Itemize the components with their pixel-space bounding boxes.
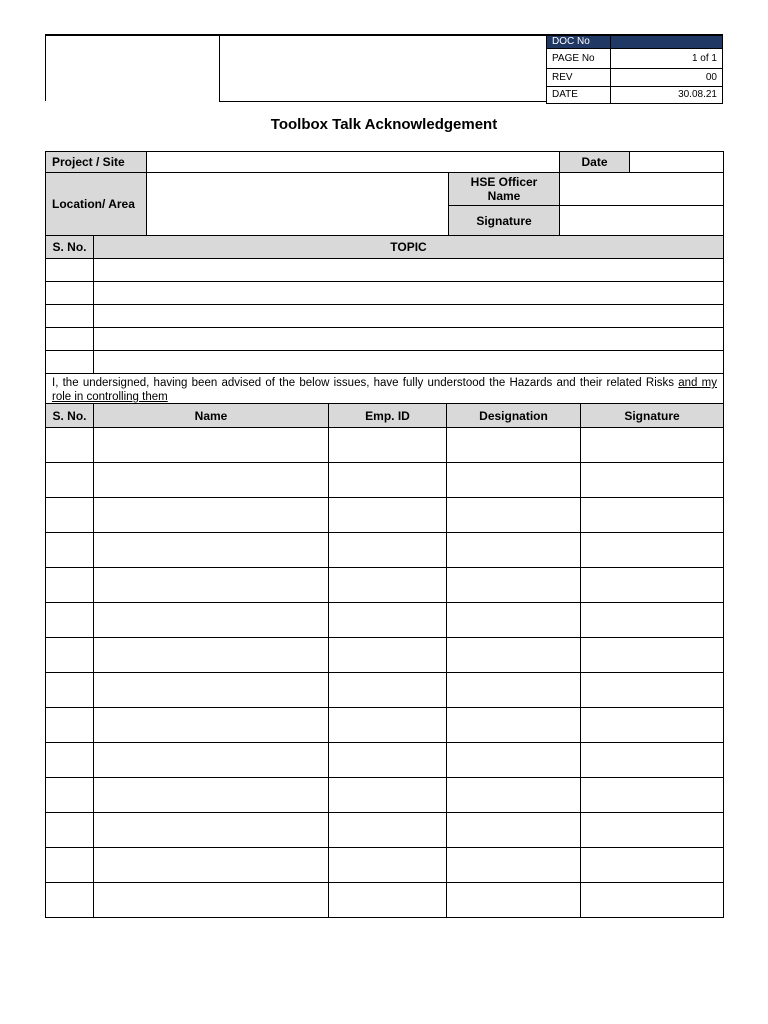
sno-cell[interactable] [46,463,94,498]
statement-underlined-text: and my role in controlling them [52,377,717,403]
doc-no-label: DOC No [547,35,611,48]
designation-header: Designation [447,404,581,428]
attendance-row [46,778,724,813]
signature-cell[interactable] [581,708,724,743]
designation-cell[interactable] [447,743,581,778]
sno-cell[interactable] [46,498,94,533]
designation-cell[interactable] [447,708,581,743]
doc-no-value [611,35,723,48]
signature-cell[interactable] [581,813,724,848]
name-cell[interactable] [94,463,329,498]
signature-cell[interactable] [581,883,724,918]
sno-cell[interactable] [46,708,94,743]
info-table [45,151,724,236]
name-cell[interactable] [94,638,329,673]
designation-cell[interactable] [447,778,581,813]
emp-id-cell[interactable] [329,743,447,778]
name-cell[interactable] [94,708,329,743]
signature-cell[interactable] [581,533,724,568]
header-middle-box [219,34,547,102]
designation-cell[interactable] [447,813,581,848]
topic-cell[interactable] [94,259,724,282]
attendance-row [46,603,724,638]
signature-cell[interactable] [581,848,724,883]
name-cell[interactable] [94,428,329,463]
sno-cell[interactable] [46,743,94,778]
attendance-row [46,743,724,778]
topic-cell[interactable] [94,351,724,374]
rev-value: 00 [611,68,723,86]
sno-cell[interactable] [46,848,94,883]
emp-id-cell[interactable] [329,813,447,848]
name-cell[interactable] [94,568,329,603]
date-row [547,86,723,103]
project-site-label: Project / Site [46,152,147,173]
emp-id-cell[interactable] [329,463,447,498]
emp-id-cell[interactable] [329,848,447,883]
date-value: 30.08.21 [611,86,723,103]
topic-sno-header: S. No. [46,236,94,259]
attendance-header-row [46,404,724,428]
sno-cell[interactable] [46,603,94,638]
emp-id-cell[interactable] [329,778,447,813]
name-cell[interactable] [94,848,329,883]
topic-row [46,328,724,351]
name-cell[interactable] [94,533,329,568]
emp-id-cell[interactable] [329,498,447,533]
sno-header: S. No. [46,404,94,428]
emp-id-cell[interactable] [329,673,447,708]
emp-id-header: Emp. ID [329,404,447,428]
designation-cell[interactable] [447,883,581,918]
signature-cell[interactable] [581,638,724,673]
emp-id-cell[interactable] [329,533,447,568]
signature-cell[interactable] [581,743,724,778]
name-cell[interactable] [94,813,329,848]
topic-cell[interactable] [94,282,724,305]
signature-cell[interactable] [581,673,724,708]
emp-id-cell[interactable] [329,603,447,638]
attendance-table [45,403,724,918]
attendance-row [46,883,724,918]
sno-cell[interactable] [46,778,94,813]
designation-cell[interactable] [447,533,581,568]
topic-sno-cell[interactable] [46,351,94,374]
designation-cell[interactable] [447,463,581,498]
page-no-value: 1 of 1 [611,48,723,68]
sno-cell[interactable] [46,813,94,848]
date-label: Date [560,152,630,173]
attendance-row [46,638,724,673]
doc-no-row [547,35,723,48]
signature-cell[interactable] [581,778,724,813]
name-cell[interactable] [94,603,329,638]
attendance-row [46,708,724,743]
location-area-label: Location/ Area [46,173,147,236]
name-cell[interactable] [94,673,329,708]
sno-cell[interactable] [46,568,94,603]
date-field[interactable] [630,152,724,173]
signature-header: Signature [581,404,724,428]
attendance-row [46,568,724,603]
sno-cell[interactable] [46,883,94,918]
name-cell[interactable] [94,883,329,918]
attendance-row [46,533,724,568]
topic-row [46,282,724,305]
signature-cell[interactable] [581,463,724,498]
designation-cell[interactable] [447,568,581,603]
attendance-row [46,673,724,708]
topic-row [46,305,724,328]
doc-info-table [546,34,723,104]
hse-officer-field[interactable] [560,173,724,206]
sno-cell[interactable] [46,638,94,673]
designation-cell[interactable] [447,428,581,463]
signature-cell[interactable] [581,428,724,463]
topic-sno-cell[interactable] [46,305,94,328]
rev-row [547,68,723,86]
topic-sno-cell[interactable] [46,282,94,305]
sno-cell[interactable] [46,673,94,708]
attendance-row [46,498,724,533]
signature-cell[interactable] [581,568,724,603]
rev-label: REV [547,68,611,86]
location-area-field[interactable] [147,173,449,236]
statement-text: I, the undersigned, having been advised of the below issues, have fully understood the Hazards and their related Risks [52,377,679,389]
name-cell[interactable] [94,778,329,813]
attendance-row [46,813,724,848]
page-title: Toolbox Talk Acknowledgement [270,116,498,133]
topic-row [46,259,724,282]
attendance-row [46,428,724,463]
attendance-body [46,428,724,918]
sno-cell[interactable] [46,533,94,568]
emp-id-cell[interactable] [329,638,447,673]
name-cell[interactable] [94,743,329,778]
emp-id-cell[interactable] [329,428,447,463]
name-header: Name [94,404,329,428]
project-site-field[interactable] [147,152,560,173]
topic-sno-cell[interactable] [46,328,94,351]
topic-cell[interactable] [94,328,724,351]
page-no-label: PAGE No [547,48,611,68]
designation-cell[interactable] [447,848,581,883]
hse-signature-field[interactable] [560,206,724,236]
acknowledgement-statement [46,374,724,407]
signature-cell[interactable] [581,603,724,638]
signature-cell[interactable] [581,498,724,533]
name-cell[interactable] [94,498,329,533]
header-logo-box [45,34,220,101]
emp-id-cell[interactable] [329,883,447,918]
designation-cell[interactable] [447,498,581,533]
topic-sno-cell[interactable] [46,259,94,282]
emp-id-cell[interactable] [329,568,447,603]
hse-officer-label: HSE Officer Name [449,173,560,206]
designation-cell[interactable] [447,603,581,638]
sno-cell[interactable] [46,428,94,463]
page-no-row [547,48,723,68]
topic-row [46,351,724,374]
topic-table [45,235,724,407]
date-label: DATE [547,86,611,103]
designation-cell[interactable] [447,673,581,708]
topic-header: TOPIC [94,236,724,259]
topic-cell[interactable] [94,305,724,328]
emp-id-cell[interactable] [329,708,447,743]
attendance-row [46,848,724,883]
attendance-row [46,463,724,498]
hse-signature-label: Signature [449,206,560,236]
designation-cell[interactable] [447,638,581,673]
